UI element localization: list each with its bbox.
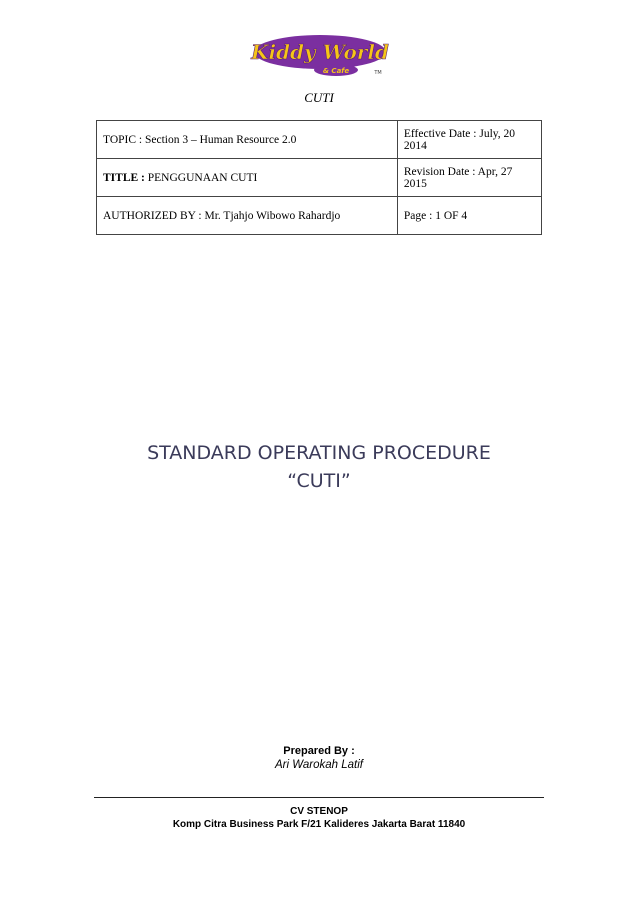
kiddy-world-logo xyxy=(250,30,390,78)
title-cell xyxy=(97,159,398,197)
authorized-by-value: AUTHORIZED BY : Mr. Tjahjo Wibowo Rahardjo xyxy=(103,209,341,222)
company-logo xyxy=(250,30,390,78)
logo-sub-text: & Cafe xyxy=(322,67,350,75)
header-title: CUTI xyxy=(304,90,334,105)
logo-tm: TM xyxy=(374,70,382,76)
revision-date-cell: Revision Date : Apr, 27 2015 xyxy=(397,159,541,197)
page-number-cell: Page : 1 OF 4 xyxy=(397,197,541,235)
topic-value: TOPIC : Section 3 – Human Resource 2.0 xyxy=(103,133,297,146)
sop-subtitle: “CUTI” xyxy=(287,470,351,492)
table-row xyxy=(97,159,542,197)
authorized-by-cell xyxy=(97,197,398,235)
effective-date-cell: Effective Date : July, 20 2014 xyxy=(397,121,541,159)
footer-address: Komp Citra Business Park F/21 Kalideres Jakarta Barat 11840 xyxy=(172,819,466,830)
table-row xyxy=(97,197,542,235)
prepared-by-label: Prepared By : xyxy=(283,745,355,757)
topic-cell xyxy=(97,121,398,159)
title-value: PENGGUNAAN CUTI xyxy=(144,171,258,184)
title-label: TITLE : xyxy=(103,171,145,184)
logo-brand-text: Kiddy World xyxy=(251,40,389,64)
document-meta-table xyxy=(96,120,542,235)
table-row xyxy=(97,121,542,159)
prepared-by-name: Ari Warokah Latif xyxy=(275,759,363,771)
footer-divider xyxy=(94,797,544,798)
sop-title: STANDARD OPERATING PROCEDURE xyxy=(147,442,491,464)
footer-company: CV STENOP xyxy=(290,806,348,817)
